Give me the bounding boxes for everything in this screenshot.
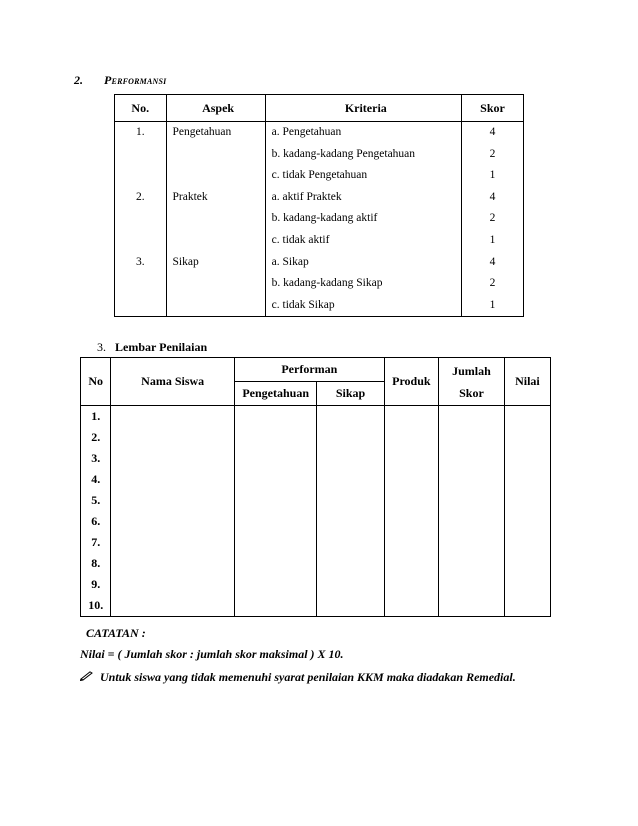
criterion: c. tidak Pengetahuan bbox=[271, 169, 368, 182]
header-produk: Produk bbox=[384, 358, 438, 406]
row-number: 8. bbox=[91, 556, 101, 570]
criterion: b. kadang-kadang aktif bbox=[271, 212, 378, 225]
table-row bbox=[81, 406, 551, 617]
row-number: 10. bbox=[88, 598, 104, 612]
nama-siswa-cell[interactable] bbox=[111, 406, 235, 617]
header-jumlah-line: Jumlah bbox=[452, 363, 491, 378]
row-numbers bbox=[81, 406, 111, 617]
aspect-no: 2. bbox=[135, 190, 145, 203]
row-number: 1. bbox=[91, 409, 101, 423]
score: 2 bbox=[489, 212, 496, 225]
header-kriteria: Kriteria bbox=[265, 95, 461, 122]
section-3-heading bbox=[97, 340, 207, 355]
remedial-text: Untuk siswa yang tidak memenuhi syarat penilaian KKM maka diadakan Remedial. bbox=[100, 670, 516, 684]
header-aspek: Aspek bbox=[166, 95, 265, 122]
catatan-label: CATATAN : bbox=[86, 626, 146, 640]
score: 2 bbox=[489, 277, 496, 290]
criterion: a. Sikap bbox=[271, 255, 309, 268]
header-skor-line: Skor bbox=[459, 385, 484, 400]
section-2-heading bbox=[74, 73, 166, 88]
table-row bbox=[115, 122, 524, 317]
score: 4 bbox=[489, 126, 496, 138]
criterion: a. Pengetahuan bbox=[271, 126, 342, 138]
no-column bbox=[115, 122, 167, 317]
section-title: Lembar Penilaian bbox=[115, 340, 208, 354]
jumlah-skor-cell[interactable] bbox=[439, 406, 505, 617]
header-pengetahuan: Pengetahuan bbox=[235, 382, 317, 406]
produk-cell[interactable] bbox=[384, 406, 438, 617]
skor-column bbox=[461, 122, 523, 317]
section-title: Performansi bbox=[104, 73, 167, 87]
score: 1 bbox=[489, 169, 496, 182]
kriteria-column bbox=[265, 122, 461, 317]
row-number: 9. bbox=[91, 577, 101, 591]
score: 4 bbox=[489, 190, 496, 203]
row-number: 2. bbox=[91, 430, 101, 444]
header-skor: Skor bbox=[461, 95, 523, 122]
header-no: No. bbox=[115, 95, 167, 122]
nilai-cell[interactable] bbox=[504, 406, 550, 617]
row-number: 3. bbox=[91, 451, 101, 465]
row-number: 6. bbox=[91, 514, 101, 528]
header-nama-siswa: Nama Siswa bbox=[111, 358, 235, 406]
assessment-sheet-table bbox=[80, 357, 551, 617]
header-performan: Performan bbox=[235, 358, 385, 382]
remedial-note bbox=[80, 670, 516, 685]
aspect-name: Praktek bbox=[172, 190, 208, 203]
aspect-name: Pengetahuan bbox=[172, 126, 232, 138]
aspect-no: 1. bbox=[135, 126, 145, 138]
sikap-cell[interactable] bbox=[317, 406, 384, 617]
section-number: 2. bbox=[74, 73, 83, 87]
score: 4 bbox=[489, 255, 496, 268]
aspek-column bbox=[166, 122, 265, 317]
aspect-name: Sikap bbox=[172, 255, 199, 268]
criterion: a. aktif Praktek bbox=[271, 190, 342, 203]
row-number: 4. bbox=[91, 472, 101, 486]
row-number: 7. bbox=[91, 535, 101, 549]
criterion: b. kadang-kadang Sikap bbox=[271, 277, 383, 290]
criterion: b. kadang-kadang Pengetahuan bbox=[271, 147, 416, 160]
performance-criteria-table bbox=[114, 94, 524, 317]
header-jumlah-skor bbox=[439, 358, 505, 406]
header-nilai: Nilai bbox=[504, 358, 550, 406]
header-no: No bbox=[81, 358, 111, 406]
aspect-no: 3. bbox=[135, 255, 145, 268]
section-number: 3. bbox=[97, 340, 106, 354]
criterion: c. tidak Sikap bbox=[271, 298, 335, 311]
row-number: 5. bbox=[91, 493, 101, 507]
score: 2 bbox=[489, 147, 496, 160]
pengetahuan-cell[interactable] bbox=[235, 406, 317, 617]
nilai-formula: Nilai = ( Jumlah skor : jumlah skor maksimal ) X 10. bbox=[80, 647, 344, 661]
criterion: c. tidak aktif bbox=[271, 233, 330, 246]
score: 1 bbox=[489, 298, 496, 311]
pencil-icon bbox=[80, 670, 94, 685]
score: 1 bbox=[489, 233, 496, 246]
header-sikap: Sikap bbox=[317, 382, 384, 406]
